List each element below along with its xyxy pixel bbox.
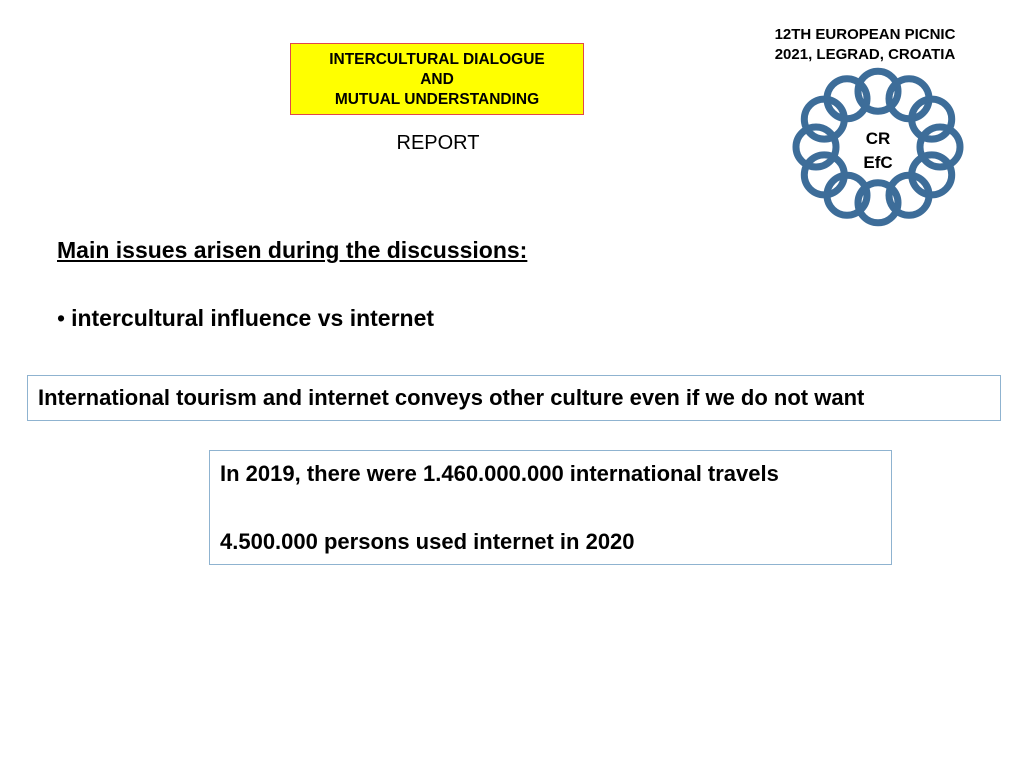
- event-title: [730, 25, 1000, 65]
- title-line-1: INTERCULTURAL DIALOGUE: [329, 51, 545, 68]
- logo-text-line-1: CR: [865, 129, 891, 148]
- event-line-1: 12TH EUROPEAN PICNIC: [774, 26, 956, 43]
- bullet-item: [57, 303, 434, 333]
- event-line-2: 2021, LEGRAD, CROATIA: [774, 46, 956, 63]
- logo-ring: [920, 127, 960, 167]
- tourism-statement-box: International tourism and internet conveys other culture even if we do not want: [27, 375, 1001, 421]
- ring-wreath-logo-icon: [786, 64, 970, 230]
- statistics-box: [209, 450, 892, 565]
- section-heading: Main issues arisen during the discussions:: [57, 237, 528, 263]
- bullet-dot-icon: •: [57, 305, 66, 331]
- bullet-text: intercultural influence vs internet: [71, 305, 435, 331]
- title-line-2: AND: [420, 71, 454, 88]
- stat-internet: 4.500.000 persons used internet in 2020: [220, 529, 635, 554]
- report-label: REPORT: [396, 132, 480, 154]
- stat-travels: In 2019, there were 1.460.000.000 international travels: [220, 461, 779, 486]
- logo-ring: [796, 127, 836, 167]
- title-line-3: MUTUAL UNDERSTANDING: [334, 91, 540, 108]
- logo-text-line-2: EfC: [863, 153, 893, 172]
- title-box: [290, 43, 584, 115]
